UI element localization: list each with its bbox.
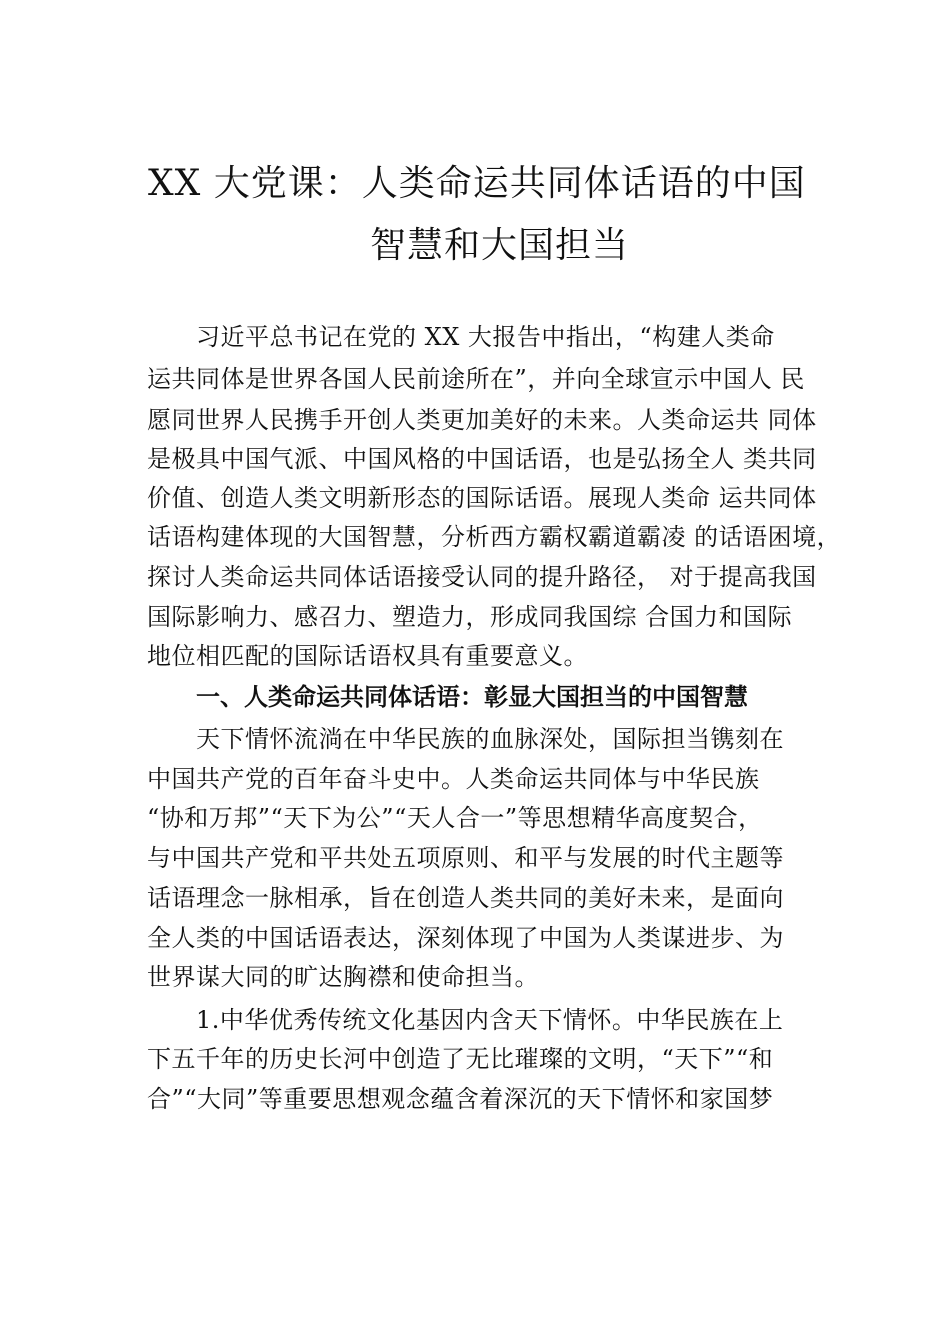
text-line: 话语理念一脉相承，旨在创造人类共同的美好未来，是面向 <box>147 884 784 912</box>
text-line: 1.中华优秀传统文化基因内含天下情怀。中华民族在上 <box>196 1006 784 1034</box>
text-line: 探讨人类命运共同体话语接受认同的提升路径， 对于提高我国 <box>147 563 817 591</box>
text-line: 习近平总书记在党的 XX 大报告中指出，“构建人类命 <box>196 323 775 351</box>
title-line-1: XX 大党课：人类命运共同体话语的中国 <box>148 163 806 204</box>
text-line: 愿同世界人民携手开创人类更加美好的未来。人类命运共 同体 <box>147 406 817 434</box>
text-line: “协和万邦”“天下为公”“天人合一”等思想精华高度契合， <box>147 804 763 832</box>
text-line: 地位相匹配的国际话语权具有重要意义。 <box>147 642 588 670</box>
text-line: 运共同体是世界各国人民前途所在”，并向全球宣示中国人 民 <box>147 365 805 393</box>
text-line: 全人类的中国话语表达，深刻体现了中国为人类谋进步、为 <box>147 924 784 952</box>
text-line: 是极具中国气派、中国风格的中国话语，也是弘扬全人 类共同 <box>147 445 817 473</box>
text-line: 合”“大同”等重要思想观念蕴含着深沉的天下情怀和家国梦 <box>147 1085 774 1113</box>
text-line: 价值、创造人类文明新形态的国际话语。展现人类命 运共同体 <box>147 484 817 512</box>
title-line-2: 智慧和大国担当 <box>370 225 630 266</box>
text-line: 话语构建体现的大国智慧，分析西方霸权霸道霸凌 的话语困境， <box>147 523 842 551</box>
text-line: 下五千年的历史长河中创造了无比璀璨的文明，“天下”“和 <box>147 1045 774 1073</box>
text-line: 世界谋大同的旷达胸襟和使命担当。 <box>147 963 539 991</box>
text-line: 与中国共产党和平共处五项原则、和平与发展的时代主题等 <box>147 844 784 872</box>
text-line: 天下情怀流淌在中华民族的血脉深处，国际担当镌刻在 <box>196 725 784 753</box>
text-line: 国际影响力、感召力、塑造力，形成同我国综 合国力和国际 <box>147 603 793 631</box>
text-line: 中国共产党的百年奋斗史中。人类命运共同体与中华民族 <box>147 765 760 793</box>
section-heading-1: 一、人类命运共同体话语：彰显大国担当的中国智慧 <box>196 683 748 711</box>
